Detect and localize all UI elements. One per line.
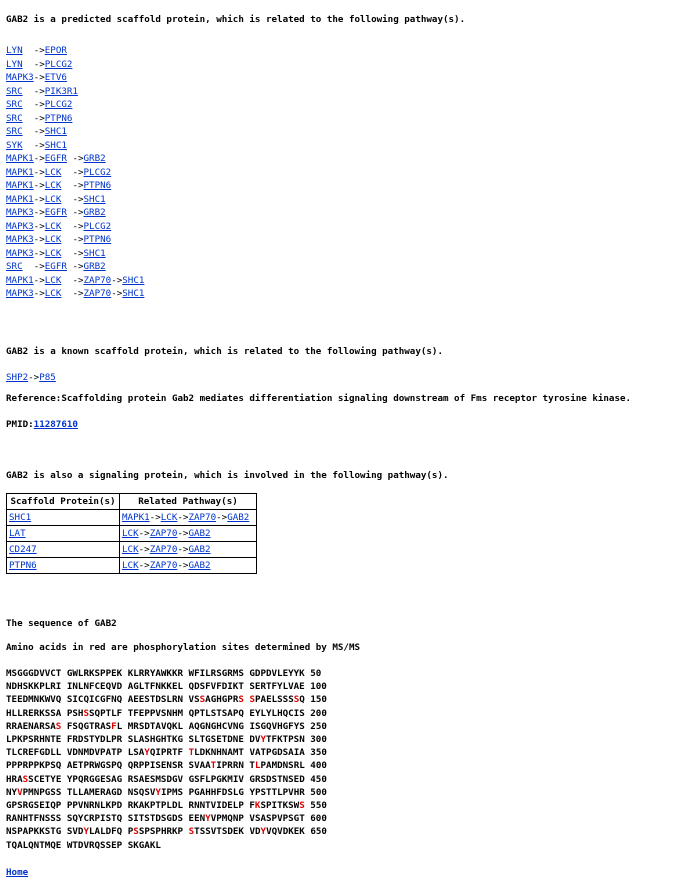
- arrow-icon: ->: [138, 544, 150, 555]
- gene-link[interactable]: MAPK3: [6, 234, 34, 245]
- gene-link[interactable]: LCK: [44, 166, 62, 178]
- gene-link[interactable]: GRB2: [83, 153, 106, 164]
- gene-link[interactable]: GAB2: [227, 512, 250, 523]
- gene-link[interactable]: LCK: [44, 247, 62, 259]
- arrow-icon: ->: [72, 153, 84, 164]
- arrow-icon: ->: [33, 72, 45, 83]
- pathway-row: [6, 152, 681, 166]
- arrow-icon: ->: [72, 234, 84, 245]
- related-pathway-cell: [120, 542, 257, 558]
- arrow-icon: ->: [28, 371, 40, 383]
- scaffold-protein-cell: [7, 510, 120, 526]
- phospho-site: S: [188, 826, 195, 838]
- sequence-line: RANHTFNSSS SQYCRPISTQ SITSTDSGDS EENYVPMQNP VSASPVPSGT 600: [6, 813, 327, 825]
- table-row: [7, 526, 257, 542]
- gene-link[interactable]: LCK: [44, 220, 62, 232]
- sequence-line: HRASSCETYE YPQRGGESAG RSAESMSDGV GSFLPGKMIV GRSDSTNSED 450: [6, 773, 327, 785]
- gene-link[interactable]: EGFR: [44, 153, 67, 164]
- gene-link[interactable]: SRC: [6, 99, 23, 110]
- arrow-icon: ->: [72, 207, 84, 218]
- phospho-site: Y: [260, 826, 267, 838]
- gene-link[interactable]: LCK: [122, 560, 139, 571]
- table-row: [7, 542, 257, 558]
- pathway-row: [6, 206, 681, 220]
- arrow-icon: ->: [33, 112, 45, 124]
- gene-link[interactable]: LCK: [44, 193, 62, 205]
- col-scaffold-protein: Scaffold Protein(s): [7, 494, 120, 510]
- related-pathway-cell: [120, 526, 257, 542]
- pathway-row: [6, 247, 681, 261]
- pathway-row: [6, 85, 681, 99]
- arrow-icon: ->: [33, 85, 45, 97]
- gene-link[interactable]: LYN: [6, 58, 23, 70]
- gene-link[interactable]: SRC: [6, 126, 23, 137]
- pathway-row: [6, 44, 681, 58]
- gene-link[interactable]: ZAP70: [149, 544, 178, 555]
- gene-link[interactable]: SHC1: [122, 288, 145, 299]
- arrow-icon: ->: [138, 560, 150, 571]
- sequence-heading: The sequence of GAB2: [6, 618, 117, 629]
- sequence-line: NDHSKKPLRI INLNFCEQVD AGLTFNKKEL QDSFVFDIKT SERTFYLVAE 100: [6, 681, 327, 693]
- arrow-icon: ->: [177, 560, 189, 571]
- arrow-icon: ->: [72, 180, 84, 191]
- arrow-icon: ->: [72, 288, 84, 299]
- pmid-link[interactable]: 11287610: [33, 419, 78, 430]
- arrow-icon: ->: [111, 274, 123, 286]
- gene-link[interactable]: MAPK1: [6, 193, 34, 205]
- gene-link[interactable]: LCK: [44, 180, 62, 191]
- pmid-line: [6, 419, 681, 431]
- sequence-line: TQALQNTMQE WTDVRQSSEP SKGAKL: [6, 839, 161, 851]
- gene-link[interactable]: MAPK1: [122, 512, 150, 523]
- pathway-row: [6, 274, 681, 288]
- gene-link[interactable]: PIK3R1: [44, 85, 78, 97]
- arrow-icon: ->: [72, 193, 84, 205]
- phospho-site: S: [22, 773, 29, 785]
- protein-link[interactable]: LAT: [9, 528, 26, 539]
- page-content: [6, 14, 681, 879]
- gene-link[interactable]: LCK: [122, 544, 139, 555]
- gene-link[interactable]: PLCG2: [83, 220, 112, 232]
- gene-link[interactable]: ZAP70: [83, 288, 112, 299]
- pathway-row: [6, 287, 681, 301]
- gene-link[interactable]: SHC1: [44, 126, 67, 137]
- phospho-site: Y: [155, 786, 161, 798]
- arrow-icon: ->: [33, 45, 45, 56]
- protein-link[interactable]: PTPN6: [9, 560, 37, 571]
- phospho-site: S: [249, 694, 255, 706]
- home-link[interactable]: Home: [6, 866, 29, 878]
- pmid-label: PMID:: [6, 419, 34, 430]
- phospho-site: S: [238, 694, 244, 706]
- related-pathway-cell: [120, 510, 257, 526]
- sequence-line: NSPAPKKSTG SVDYLALDFQ PSSPSPHRKP STSSVTSDEK VDYVQVDKEK 650: [6, 826, 327, 838]
- phospho-site: S: [133, 826, 139, 838]
- sequence-line: TLCREFGDLL VDNMDVPATP LSAYQIPRTF TLDKNHNAMT VATPGDSAIA 350: [6, 747, 327, 759]
- pathway-row: [6, 166, 681, 180]
- sequence-line: TEEDMNKWVQ SICQICGFNQ AEESTDSLRN VSSAGHGPRS SPAELSSSSQ 150: [6, 694, 327, 706]
- gene-link[interactable]: LCK: [122, 528, 139, 539]
- pathway-row: [6, 193, 681, 207]
- arrow-icon: ->: [33, 139, 45, 151]
- gene-link[interactable]: SHC1: [83, 193, 106, 205]
- predicted-heading: GAB2 is a predicted scaffold protein, which is related to the following pathway(s).: [6, 14, 466, 25]
- arrow-icon: ->: [33, 180, 45, 191]
- arrow-icon: ->: [33, 99, 45, 110]
- pathway-row: [6, 71, 681, 85]
- arrow-icon: ->: [72, 261, 84, 272]
- phosphorylation-note: Amino acids in red are phosphorylation sites determined by MS/MS: [6, 642, 361, 653]
- scaffold-table: [6, 493, 257, 574]
- gene-link[interactable]: ZAP70: [149, 560, 178, 571]
- phospho-site: F: [111, 720, 117, 732]
- sequence-line: PPPRPPKPSQ AETPRWGSPQ QRPPISENSR SVAATIPRRN TLPAMDNSRL 400: [6, 760, 327, 772]
- gene-link[interactable]: LCK: [44, 288, 62, 299]
- col-related-pathway: Related Pathway(s): [120, 494, 257, 510]
- gene-link[interactable]: LCK: [44, 234, 62, 245]
- table-row: [7, 558, 257, 574]
- gene-link[interactable]: GAB2: [188, 544, 211, 555]
- gene-link[interactable]: GRB2: [83, 261, 106, 272]
- arrow-icon: ->: [177, 512, 189, 523]
- gene-link[interactable]: PTPN6: [44, 112, 73, 124]
- arrow-icon: ->: [33, 207, 45, 218]
- pathway-row: [6, 139, 681, 153]
- gene-link[interactable]: SRC: [6, 261, 23, 272]
- gene-link[interactable]: MAPK1: [6, 153, 34, 164]
- gene-link[interactable]: EGFR: [44, 261, 67, 272]
- phospho-site: V: [17, 786, 23, 798]
- arrow-icon: ->: [72, 247, 84, 259]
- arrow-icon: ->: [33, 274, 45, 286]
- related-pathway-cell: [120, 558, 257, 574]
- phospho-site: S: [55, 720, 62, 732]
- pathway-row: [6, 98, 681, 112]
- scaffold-protein-cell: [7, 558, 120, 574]
- table-row: [7, 510, 257, 526]
- gene-link[interactable]: GAB2: [188, 528, 211, 539]
- phospho-site: L: [254, 760, 261, 772]
- sequence-line: LPKPSRHNTE FRDSTYDLPR SLASHGHTKG SLTGSETDNE DVYTFKTPSN 300: [6, 734, 327, 746]
- sequence-line: HLLRERKSSA PSHSSQPTLF TFEPPVSNHM QPTLSTSAPQ EYLYLHQCIS 200: [6, 707, 327, 719]
- sequence-line: RRAENARSAS FSQGTRASFL MRSDTAVQKL AQGNGHCVNG ISGQVHGFYS 250: [6, 720, 327, 732]
- table-body: [7, 510, 257, 574]
- protein-link[interactable]: SHC1: [9, 512, 32, 523]
- gene-link[interactable]: PTPN6: [83, 180, 112, 191]
- arrow-icon: ->: [33, 193, 45, 205]
- gene-link[interactable]: MAPK3: [6, 288, 34, 299]
- phospho-site: T: [210, 760, 217, 772]
- gene-link[interactable]: SHC1: [122, 274, 145, 286]
- signaling-heading: GAB2 is also a signaling protein, which is involved in the following pathway(s).: [6, 470, 449, 481]
- gene-link[interactable]: SYK: [6, 139, 23, 151]
- sequence-line: NYVPMNPGSS TLLAMERAGD NSQSVYIPMS PGAHHFDSLG YPSTTLPVHR 500: [6, 786, 327, 798]
- gene-link[interactable]: SRC: [6, 85, 23, 97]
- gene-link[interactable]: MAPK1: [6, 180, 34, 191]
- protein-link[interactable]: CD247: [9, 544, 37, 555]
- gene-link[interactable]: SRC: [6, 112, 23, 124]
- gene-link[interactable]: LCK: [160, 512, 178, 523]
- gene-link[interactable]: PLCG2: [44, 58, 73, 70]
- phospho-site: S: [293, 694, 300, 706]
- arrow-icon: ->: [72, 166, 84, 178]
- phospho-site: S: [299, 800, 305, 812]
- gene-link[interactable]: ZAP70: [188, 512, 217, 523]
- arrow-icon: ->: [33, 126, 45, 137]
- gene-link[interactable]: GAB2: [188, 560, 211, 571]
- gene-link[interactable]: MAPK3: [6, 220, 34, 232]
- gene-link[interactable]: SHC1: [44, 139, 67, 151]
- gene-link[interactable]: SHC1: [83, 247, 106, 259]
- reference-text: Reference:Scaffolding protein Gab2 mediates differentiation signaling downstream of Fms receptor tyrosine kinase.: [6, 393, 632, 404]
- gene-link[interactable]: MAPK1: [6, 274, 34, 286]
- protein-sequence: [6, 667, 681, 852]
- arrow-icon: ->: [177, 528, 189, 539]
- gene-link[interactable]: LCK: [44, 274, 62, 286]
- pathway-row: [6, 112, 681, 126]
- arrow-icon: ->: [33, 288, 45, 299]
- sequence-line: GPSRGSEIQP PPVNRNLKPD RKAKPTPLDL RNNTVIDELP FKSPITKSWS 550: [6, 800, 327, 812]
- arrow-icon: ->: [33, 166, 45, 178]
- gene-link[interactable]: EPOR: [44, 45, 67, 56]
- arrow-icon: ->: [33, 153, 45, 164]
- known-heading: GAB2 is a known scaffold protein, which is related to the following pathway(s).: [6, 345, 443, 357]
- phospho-site: Y: [205, 813, 211, 825]
- pathway-row: [6, 260, 681, 274]
- arrow-icon: ->: [72, 274, 84, 286]
- scaffold-protein-cell: [7, 526, 120, 542]
- pathway-row: [6, 125, 681, 139]
- phospho-site: Y: [260, 734, 266, 746]
- gene-link[interactable]: ZAP70: [83, 274, 112, 286]
- phospho-site: S: [83, 707, 89, 719]
- scaffold-protein-cell: [7, 542, 120, 558]
- phospho-site: S: [199, 694, 206, 706]
- gene-link[interactable]: GRB2: [83, 207, 106, 218]
- arrow-icon: ->: [149, 512, 161, 523]
- gene-link[interactable]: PLCG2: [44, 99, 73, 110]
- gene-link[interactable]: P85: [39, 371, 56, 383]
- gene-link[interactable]: MAPK3: [6, 247, 34, 259]
- pathway-row: [6, 220, 681, 234]
- gene-link[interactable]: MAPK3: [6, 207, 34, 218]
- pathway-row: [6, 233, 681, 247]
- gene-link[interactable]: ZAP70: [149, 528, 178, 539]
- known-pathway: [6, 371, 681, 385]
- gene-link[interactable]: SHP2: [6, 371, 29, 383]
- gene-link[interactable]: MAPK1: [6, 166, 34, 178]
- phospho-site: Y: [83, 826, 89, 838]
- gene-link[interactable]: PLCG2: [83, 166, 112, 178]
- predicted-pathway-list: [6, 44, 681, 301]
- arrow-icon: ->: [33, 234, 45, 245]
- sequence-line: MSGGGDVVCT GWLRKSPPEK KLRRYAWKKR WFILRSGRMS GDPDVLEYYK 50: [6, 668, 322, 679]
- arrow-icon: ->: [33, 261, 45, 272]
- arrow-icon: ->: [72, 220, 84, 232]
- gene-link[interactable]: EGFR: [44, 207, 67, 218]
- arrow-icon: ->: [216, 512, 228, 523]
- table-header-row: [7, 494, 257, 510]
- gene-link[interactable]: ETV6: [44, 72, 67, 83]
- arrow-icon: ->: [33, 220, 45, 232]
- gene-link[interactable]: MAPK3: [6, 72, 34, 83]
- phospho-site: Y: [144, 747, 150, 759]
- pathway-row: [6, 179, 681, 193]
- arrow-icon: ->: [138, 528, 150, 539]
- arrow-icon: ->: [33, 247, 45, 259]
- arrow-icon: ->: [111, 288, 123, 299]
- arrow-icon: ->: [33, 58, 45, 70]
- pathway-row: [6, 58, 681, 72]
- gene-link[interactable]: LYN: [6, 45, 23, 56]
- phospho-site: T: [188, 747, 195, 759]
- arrow-icon: ->: [177, 544, 189, 555]
- gene-link[interactable]: PTPN6: [83, 234, 112, 245]
- phospho-site: K: [254, 800, 261, 812]
